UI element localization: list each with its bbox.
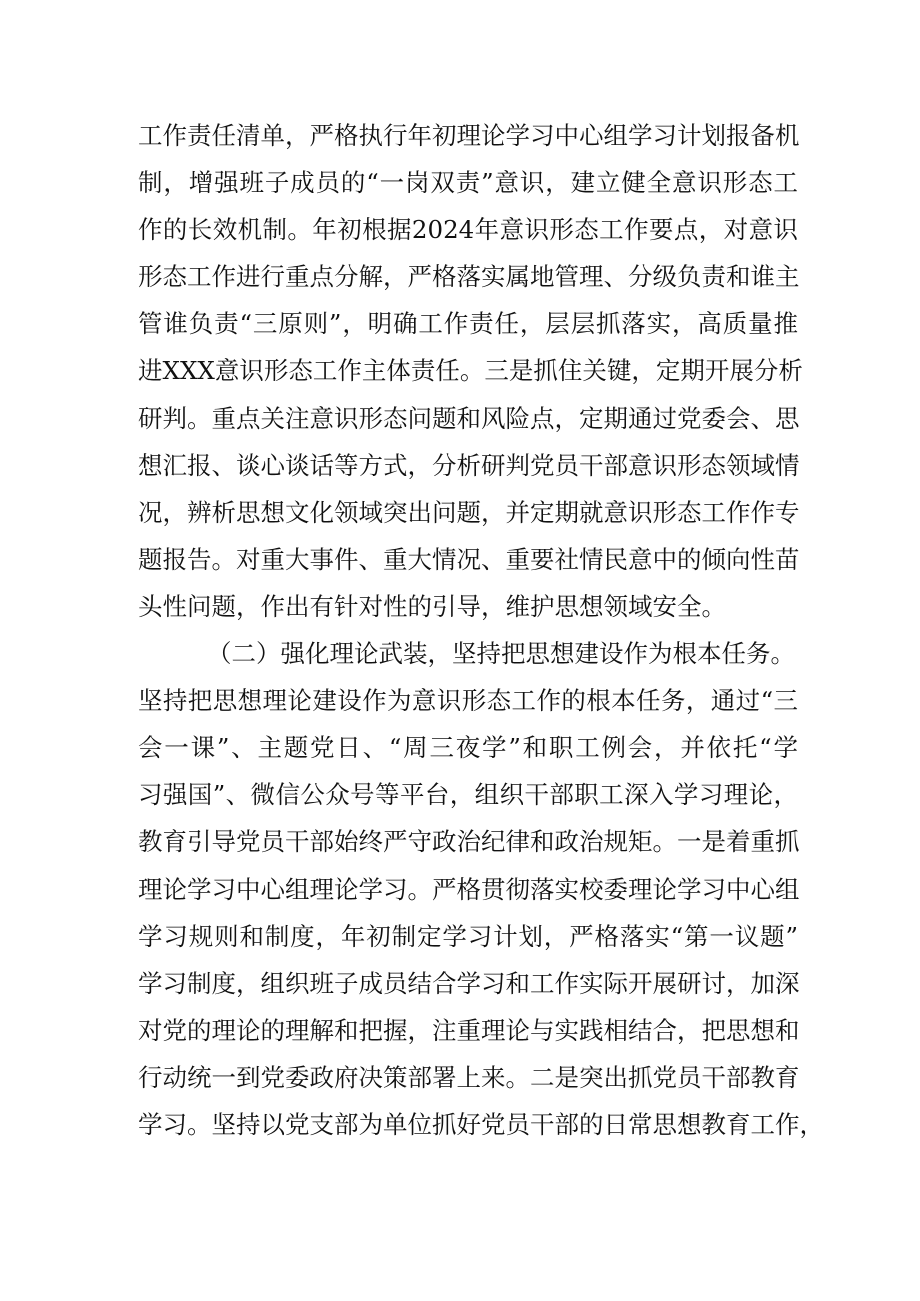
body-text-line: 学习制度，组织班子成员结合学习和工作实际开展研讨，加深 xyxy=(138,968,800,998)
body-text-line: 行动统一到党委政府决策部署上来。二是突出抓党员干部教育 xyxy=(138,1062,800,1092)
body-text-line: 作的长效机制。年初根据2024年意识形态工作要点，对意识 xyxy=(138,215,798,245)
body-text-line: 研判。重点关注意识形态问题和风险点，定期通过党委会、思 xyxy=(138,403,800,433)
body-text-line: 会一课”、主题党日、“周三夜学”和职工例会，并依托“学 xyxy=(138,733,798,763)
body-text-line: 学习。坚持以党支部为单位抓好党员干部的日常思想教育工作， xyxy=(138,1109,824,1139)
body-text-line: 想汇报、谈心谈话等方式，分析研判党员干部意识形态领域情 xyxy=(138,450,800,480)
body-text-line: 习强国”、微信公众号等平台，组织干部职工深入学习理论， xyxy=(138,780,798,810)
body-text-line: 坚持把思想理论建设作为意识形态工作的根本任务，通过“三 xyxy=(138,686,798,716)
section-heading: （二）强化理论武装，坚持把思想建设作为根本任务。 xyxy=(207,639,795,669)
document-body xyxy=(138,112,824,1148)
body-text-line: 管谁负责“三原则”，明确工作责任，层层抓落实，高质量推 xyxy=(138,309,798,339)
body-text-line: 形态工作进行重点分解，严格落实属地管理、分级负责和谁主 xyxy=(138,262,800,292)
body-text-line: 制，增强班子成员的“一岗双责”意识，建立健全意识形态工 xyxy=(138,168,798,198)
paragraph-end-line: 头性问题，作出有针对性的引导，维护思想领域安全。 xyxy=(138,591,726,621)
body-text-line: 进XXX意识形态工作主体责任。三是抓住关键，定期开展分析 xyxy=(138,356,803,386)
body-text-line: 教育引导党员干部始终严守政治纪律和政治规矩。一是着重抓 xyxy=(138,827,800,857)
body-text-line: 理论学习中心组理论学习。严格贯彻落实校委理论学习中心组 xyxy=(138,874,800,904)
body-text-line: 对党的理论的理解和把握，注重理论与实践相结合，把思想和 xyxy=(138,1015,800,1045)
body-text-line: 况，辨析思想文化领域突出问题，并定期就意识形态工作作专 xyxy=(138,497,800,527)
body-text-line: 题报告。对重大事件、重大情况、重要社情民意中的倾向性苗 xyxy=(138,544,800,574)
body-text-line: 学习规则和制度，年初制定学习计划，严格落实“第一议题” xyxy=(138,921,798,951)
body-text-line: 工作责任清单，严格执行年初理论学习中心组学习计划报备机 xyxy=(138,121,800,150)
